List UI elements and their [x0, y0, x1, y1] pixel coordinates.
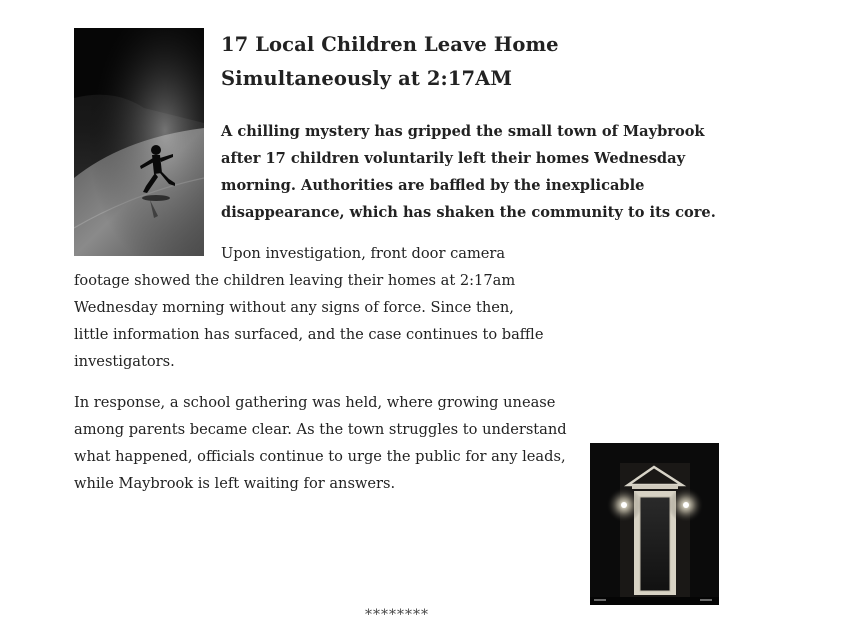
article-lede: A chilling mystery has gripped the small town of Maybrook after 17 children voluntarily left their homes Wednesday morning. Authorities are baffled by the inexplicable disappearance, which has shaken the community to its core.	[221, 123, 716, 221]
section-separator: ********	[365, 607, 429, 623]
news-article	[74, 28, 724, 623]
front-door-icon	[590, 443, 719, 605]
headline-line-2: Simultaneously at 2:17AM	[221, 67, 513, 90]
front-door-camera-photo	[590, 443, 719, 605]
article-paragraph-2: In response, a school gathering was held, where growing unease among parents became clear. As the town struggles to understand what happened, officials continue to urge the public for any leads, while Maybrook is left waiting for answers.	[74, 394, 567, 492]
child-running-icon	[74, 28, 204, 256]
child-running-photo	[74, 28, 204, 256]
headline-line-1: 17 Local Children Leave Home	[221, 33, 559, 56]
article-paragraph-1: Upon investigation, front door camera footage showed the children leaving their homes at 2:17am Wednesday morning without any signs of force. Since then, little information has surfaced, and the case continues to baffle investigators.	[74, 245, 544, 370]
